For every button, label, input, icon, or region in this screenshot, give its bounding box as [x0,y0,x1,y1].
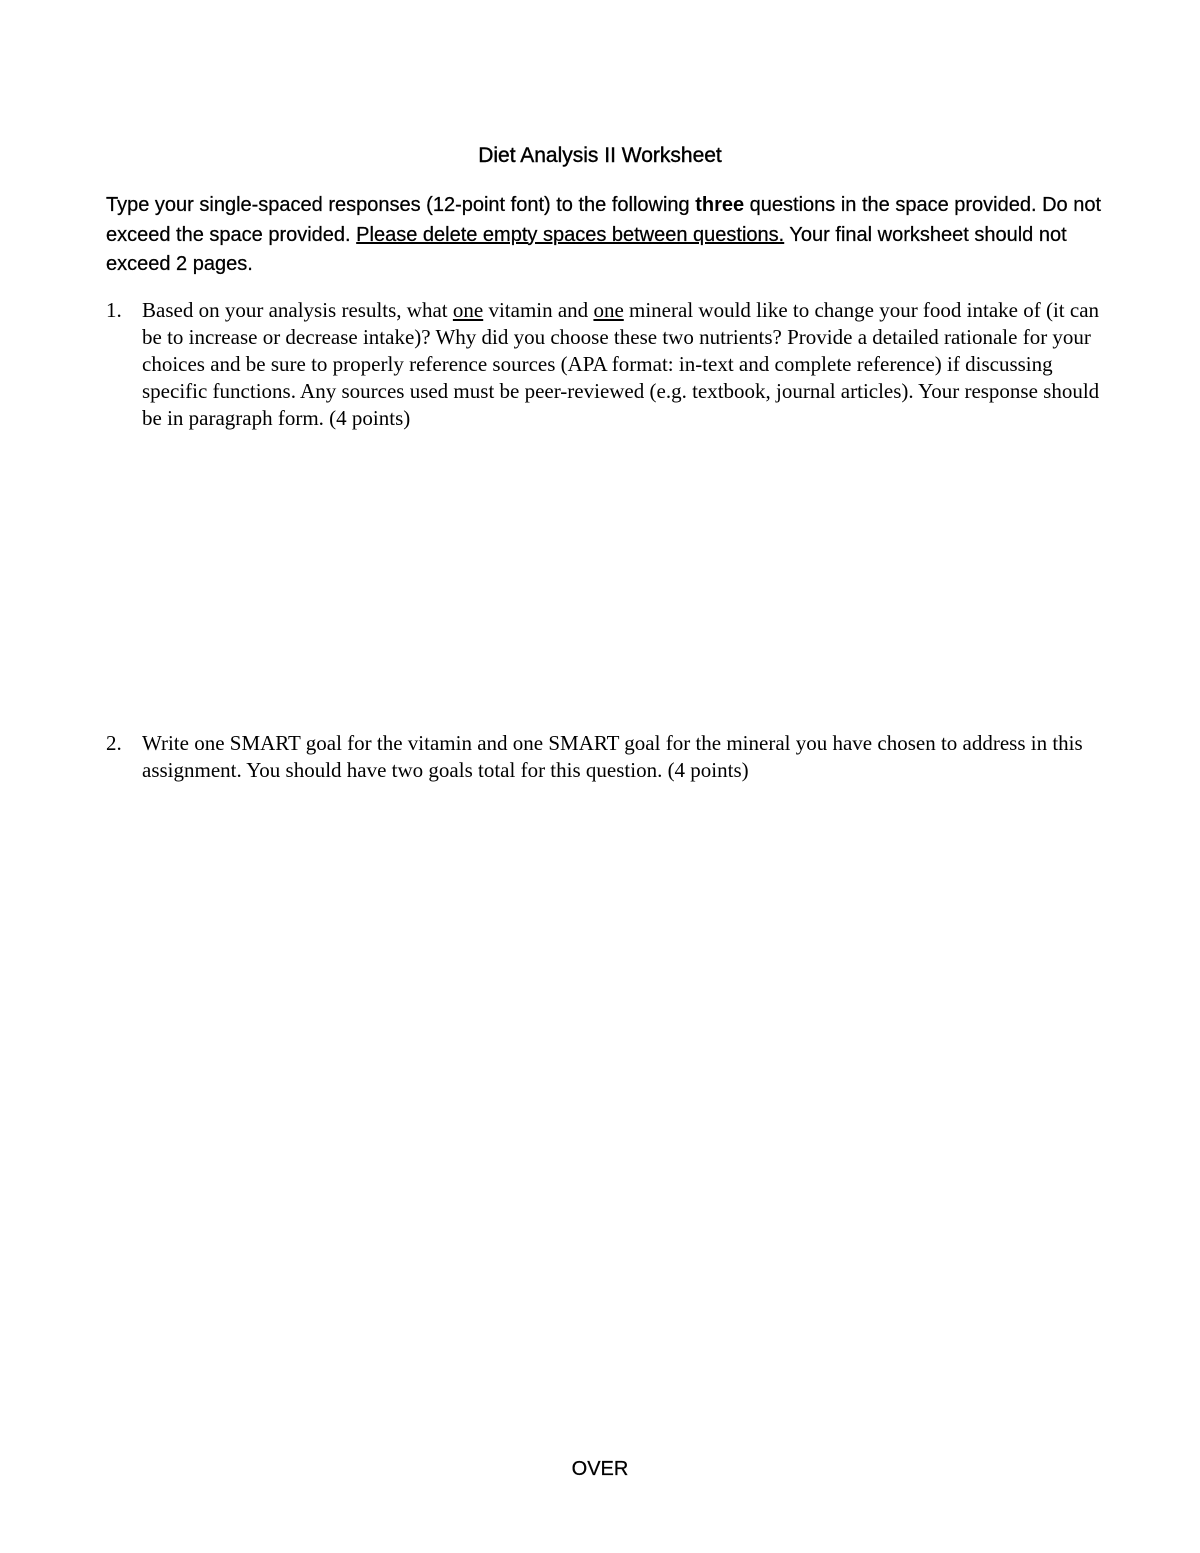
question-1-text-a: Based on your analysis results, what [142,298,453,322]
question-2-text: Write one SMART goal for the vitamin and one SMART goal for the mineral you have chosen to address in this assignment. You should have two goals total for this question. (4 points) [142,731,1083,782]
question-2-number: 2. [106,731,122,755]
footer-over-label: OVER [571,1458,629,1480]
page-title: Diet Analysis II Worksheet [478,144,722,167]
question-1-underline-one-mineral: one [593,298,624,322]
instructions-underlined-note: Please delete empty spaces between questions. [356,223,785,246]
instructions-emphasis: three [695,194,745,216]
instructions-text-1: Type your single-spaced responses (12-point font) to the following [106,194,696,216]
question-1-number: 1. [106,298,122,322]
question-1-text [142,297,1106,432]
question-1-text-c: mineral would like to change your food intake of (it can be to increase or decrease intake)? Why did you choose these two nutrients? Provide a detailed rationale for your choices and be sure to properly reference sources (APA format: in-text and complete reference) if discussing specific functions. Any sources used must be peer-reviewed (e.g. textbook, journal articles). Your response should be in paragraph form. (4 points) [142,298,1100,430]
question-2 [106,730,1106,784]
instructions-text-3: Your final worksheet should not exceed 2 pages. [106,223,1067,275]
question-1-text-b: vitamin and [483,298,594,322]
question-1-underline-one-vitamin: one [452,298,484,322]
question-1 [106,297,1106,432]
instructions-paragraph [106,191,1106,280]
instructions-text-2: questions in the space provided. Do not exceed the space provided. [106,194,1102,246]
